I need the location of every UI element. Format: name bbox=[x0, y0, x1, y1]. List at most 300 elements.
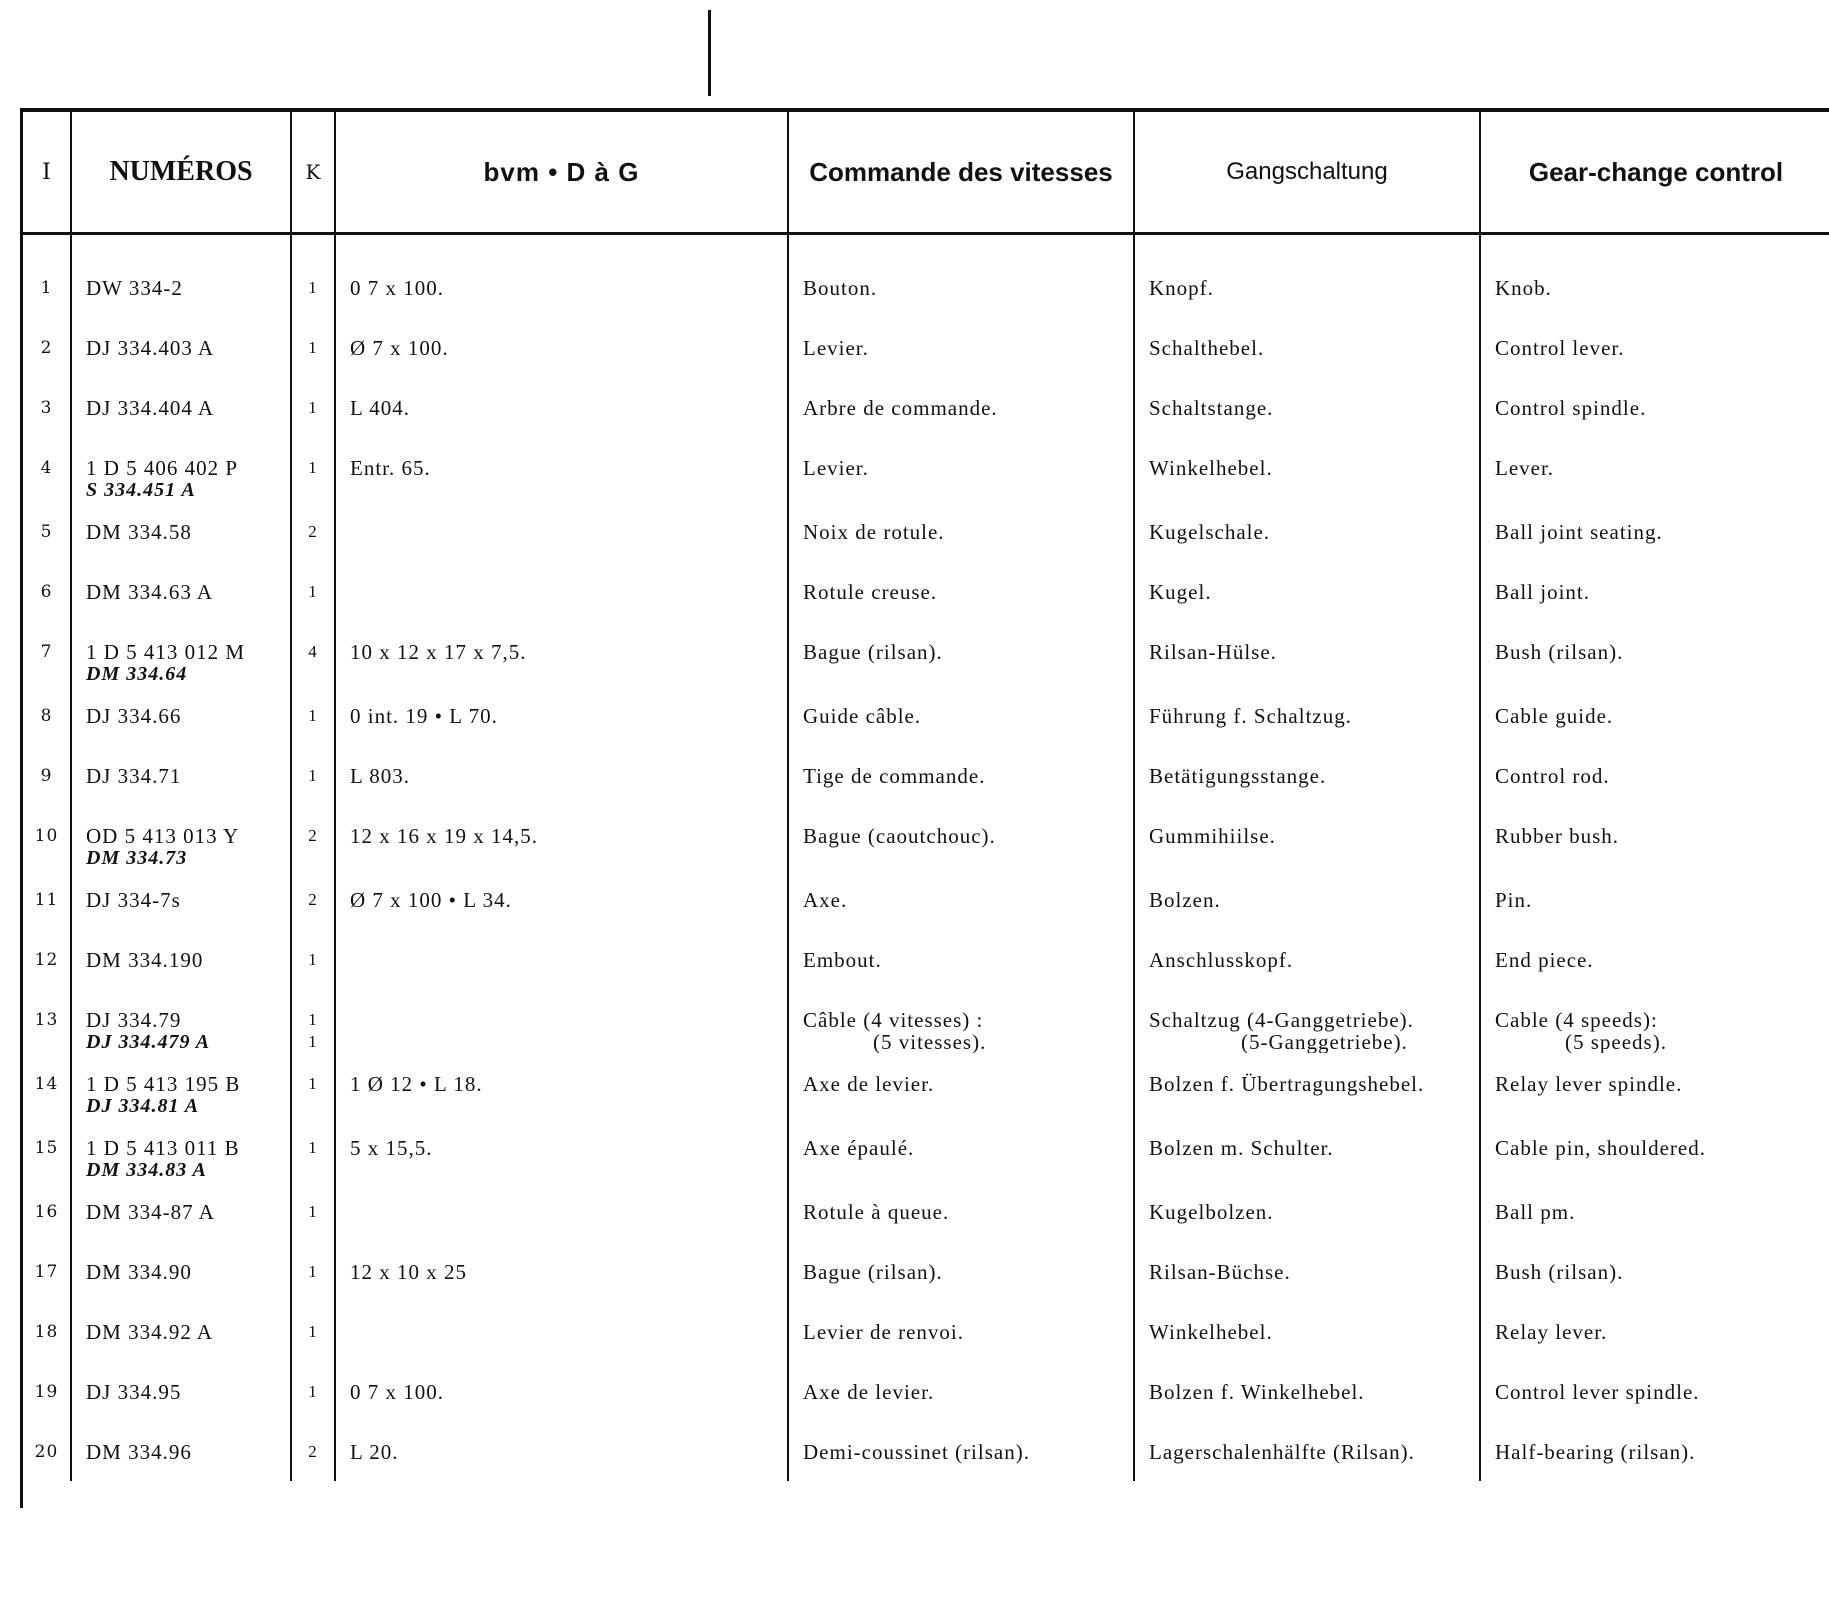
dimensions-cell bbox=[335, 1301, 788, 1361]
index-cell bbox=[23, 869, 71, 929]
french-description-cell-text: Axe de levier. bbox=[803, 1380, 935, 1404]
part-number-cell-text: 1 D 5 406 402 P bbox=[86, 456, 239, 480]
index-cell-text: 3 bbox=[40, 398, 53, 418]
table-row bbox=[23, 437, 1829, 501]
header-index: I bbox=[23, 112, 71, 234]
part-number-cell-text: DJ 334.403 A bbox=[86, 336, 215, 360]
table-row bbox=[23, 317, 1829, 377]
quantity-cell-text: 1 bbox=[308, 1262, 318, 1281]
french-description-cell-text: Câble (4 vitesses) : bbox=[803, 1008, 984, 1032]
english-description-cell-text: Ball pm. bbox=[1495, 1200, 1576, 1224]
part-number-cell bbox=[71, 561, 291, 621]
english-description-cell-text: Knob. bbox=[1495, 276, 1552, 300]
index-cell-text: 20 bbox=[34, 1442, 59, 1462]
quantity-cell bbox=[291, 621, 335, 685]
german-description-cell bbox=[1134, 929, 1480, 989]
page-margin-mark bbox=[708, 10, 711, 96]
quantity-cell-text: 4 bbox=[308, 642, 318, 661]
german-description-cell-text: Schaltzug (4-Ganggetriebe). bbox=[1149, 1008, 1414, 1032]
part-number-cell-text: DW 334-2 bbox=[86, 276, 183, 300]
table-row bbox=[23, 869, 1829, 929]
part-number-cell-second-line: DM 334.64 bbox=[86, 663, 188, 685]
part-number-cell bbox=[71, 805, 291, 869]
quantity-cell bbox=[291, 1361, 335, 1421]
index-cell bbox=[23, 1421, 71, 1481]
english-description-cell bbox=[1480, 437, 1829, 501]
index-cell-text: 6 bbox=[40, 582, 53, 602]
quantity-cell-text: 1 bbox=[308, 766, 318, 785]
part-number-cell-text: DJ 334-7s bbox=[86, 888, 181, 912]
dimensions-cell bbox=[335, 317, 788, 377]
french-description-cell-text: Bague (rilsan). bbox=[803, 1260, 943, 1284]
quantity-cell bbox=[291, 989, 335, 1053]
german-description-cell bbox=[1134, 1117, 1480, 1181]
dimensions-cell-text: L 20. bbox=[350, 1440, 399, 1464]
index-cell bbox=[23, 745, 71, 805]
part-number-cell bbox=[71, 1421, 291, 1481]
french-description-cell-text: Bague (rilsan). bbox=[803, 640, 943, 664]
part-number-cell bbox=[71, 989, 291, 1053]
french-description-cell-text: Demi-coussinet (rilsan). bbox=[803, 1440, 1030, 1464]
german-description-cell-text: Rilsan-Hülse. bbox=[1149, 640, 1277, 664]
part-number-cell bbox=[71, 1241, 291, 1301]
french-description-cell bbox=[788, 745, 1134, 805]
french-description-cell bbox=[788, 1361, 1134, 1421]
index-cell-text: 2 bbox=[40, 338, 53, 358]
quantity-cell-text: 1 bbox=[308, 1010, 318, 1029]
table-row bbox=[23, 621, 1829, 685]
dimensions-cell bbox=[335, 437, 788, 501]
german-description-cell bbox=[1134, 1241, 1480, 1301]
german-description-cell-text: Führung f. Schaltzug. bbox=[1149, 704, 1352, 728]
parts-table-frame bbox=[20, 108, 1829, 1508]
part-number-cell-text: DM 334.92 A bbox=[86, 1320, 214, 1344]
index-cell bbox=[23, 1117, 71, 1181]
german-description-cell-text: Lagerschalenhälfte (Rilsan). bbox=[1149, 1440, 1415, 1464]
table-row bbox=[23, 1301, 1829, 1361]
quantity-cell-text: 1 bbox=[308, 398, 318, 417]
header-part-numbers: NUMÉROS bbox=[71, 112, 291, 234]
english-description-cell-text: Relay lever. bbox=[1495, 1320, 1608, 1344]
part-number-cell-second-line: S 334.451 A bbox=[86, 479, 196, 501]
quantity-cell bbox=[291, 437, 335, 501]
german-description-cell bbox=[1134, 685, 1480, 745]
header-quantity: K bbox=[291, 112, 335, 234]
german-description-cell-text: Bolzen f. Übertragungshebel. bbox=[1149, 1072, 1425, 1096]
french-description-cell bbox=[788, 929, 1134, 989]
part-number-cell bbox=[71, 377, 291, 437]
german-description-cell bbox=[1134, 501, 1480, 561]
french-description-cell bbox=[788, 1301, 1134, 1361]
index-cell-text: 17 bbox=[34, 1262, 59, 1282]
german-description-cell bbox=[1134, 377, 1480, 437]
quantity-cell bbox=[291, 929, 335, 989]
german-description-cell-second-line: (5-Ganggetriebe). bbox=[1241, 1030, 1408, 1053]
quantity-cell bbox=[291, 377, 335, 437]
english-description-cell bbox=[1480, 317, 1829, 377]
dimensions-cell-text: L 803. bbox=[350, 764, 411, 788]
german-description-cell bbox=[1134, 234, 1480, 318]
dimensions-cell bbox=[335, 621, 788, 685]
english-description-cell-text: Half-bearing (rilsan). bbox=[1495, 1440, 1696, 1464]
quantity-cell bbox=[291, 234, 335, 318]
german-description-cell-text: Bolzen m. Schulter. bbox=[1149, 1136, 1334, 1160]
part-number-cell-second-line: DM 334.73 bbox=[86, 847, 188, 869]
german-description-cell-text: Schaltstange. bbox=[1149, 396, 1274, 420]
english-description-cell bbox=[1480, 561, 1829, 621]
index-cell-text: 15 bbox=[34, 1138, 59, 1158]
index-cell-text: 18 bbox=[34, 1322, 59, 1342]
french-description-cell bbox=[788, 989, 1134, 1053]
quantity-cell bbox=[291, 1421, 335, 1481]
table-row bbox=[23, 1117, 1829, 1181]
index-cell bbox=[23, 501, 71, 561]
index-cell-text: 7 bbox=[40, 642, 53, 662]
index-cell-text: 14 bbox=[34, 1074, 59, 1094]
part-number-cell-text: 1 D 5 413 195 B bbox=[86, 1072, 241, 1096]
german-description-cell bbox=[1134, 561, 1480, 621]
french-description-cell bbox=[788, 561, 1134, 621]
table-row bbox=[23, 1053, 1829, 1117]
french-description-cell-text: Levier. bbox=[803, 336, 869, 360]
german-description-cell bbox=[1134, 805, 1480, 869]
dimensions-cell bbox=[335, 377, 788, 437]
english-description-cell bbox=[1480, 1301, 1829, 1361]
index-cell-text: 1 bbox=[40, 278, 53, 298]
quantity-cell bbox=[291, 805, 335, 869]
french-description-cell bbox=[788, 621, 1134, 685]
french-description-cell-text: Tige de commande. bbox=[803, 764, 986, 788]
table-row bbox=[23, 685, 1829, 745]
dimensions-cell bbox=[335, 234, 788, 318]
index-cell bbox=[23, 1053, 71, 1117]
part-number-cell-text: DJ 334.404 A bbox=[86, 396, 215, 420]
french-description-cell bbox=[788, 805, 1134, 869]
quantity-cell-text: 1 bbox=[308, 1322, 318, 1341]
english-description-cell bbox=[1480, 805, 1829, 869]
part-number-cell-text: DJ 334.71 bbox=[86, 764, 182, 788]
dimensions-cell-text: 5 x 15,5. bbox=[350, 1136, 433, 1160]
german-description-cell-text: Bolzen. bbox=[1149, 888, 1221, 912]
index-cell bbox=[23, 317, 71, 377]
table-row bbox=[23, 745, 1829, 805]
quantity-cell-text: 1 bbox=[308, 1382, 318, 1401]
german-description-cell bbox=[1134, 1053, 1480, 1117]
english-description-cell-text: Bush (rilsan). bbox=[1495, 640, 1624, 664]
dimensions-cell bbox=[335, 1181, 788, 1241]
quantity-cell bbox=[291, 1117, 335, 1181]
index-cell bbox=[23, 377, 71, 437]
part-number-cell bbox=[71, 1361, 291, 1421]
english-description-cell bbox=[1480, 1361, 1829, 1421]
quantity-cell-text: 2 bbox=[308, 1442, 318, 1461]
german-description-cell-text: Rilsan-Büchse. bbox=[1149, 1260, 1291, 1284]
index-cell-text: 12 bbox=[34, 950, 59, 970]
table-row bbox=[23, 1421, 1829, 1481]
german-description-cell-text: Betätigungsstange. bbox=[1149, 764, 1327, 788]
part-number-cell-text: DJ 334.79 bbox=[86, 1008, 182, 1032]
french-description-cell-text: Bouton. bbox=[803, 276, 878, 300]
dimensions-cell-text: 12 x 16 x 19 x 14,5. bbox=[350, 824, 538, 848]
english-description-cell-text: Control lever. bbox=[1495, 336, 1625, 360]
part-number-cell bbox=[71, 745, 291, 805]
quantity-cell-text: 2 bbox=[308, 890, 318, 909]
german-description-cell-text: Kugelbolzen. bbox=[1149, 1200, 1274, 1224]
quantity-cell-second-line: 1 bbox=[308, 1032, 318, 1051]
german-description-cell-text: Gummihiilse. bbox=[1149, 824, 1276, 848]
french-description-cell-second-line: (5 vitesses). bbox=[873, 1030, 987, 1053]
part-number-cell bbox=[71, 1181, 291, 1241]
part-number-cell-text: DM 334.63 A bbox=[86, 580, 214, 604]
index-cell bbox=[23, 561, 71, 621]
part-number-cell-second-line: DM 334.83 A bbox=[86, 1159, 207, 1181]
quantity-cell-text: 1 bbox=[308, 338, 318, 357]
part-number-cell bbox=[71, 929, 291, 989]
quantity-cell-text: 1 bbox=[308, 278, 318, 297]
part-number-cell bbox=[71, 317, 291, 377]
dimensions-cell-text: 0 int. 19 • L 70. bbox=[350, 704, 498, 728]
quantity-cell bbox=[291, 1053, 335, 1117]
table-row bbox=[23, 929, 1829, 989]
french-description-cell-text: Axe. bbox=[803, 888, 848, 912]
german-description-cell bbox=[1134, 745, 1480, 805]
french-description-cell bbox=[788, 317, 1134, 377]
part-number-cell bbox=[71, 621, 291, 685]
german-description-cell bbox=[1134, 1181, 1480, 1241]
dimensions-cell bbox=[335, 805, 788, 869]
quantity-cell bbox=[291, 685, 335, 745]
quantity-cell-text: 2 bbox=[308, 826, 318, 845]
table-row bbox=[23, 561, 1829, 621]
part-number-cell-text: DM 334-87 A bbox=[86, 1200, 215, 1224]
index-cell-text: 8 bbox=[40, 706, 53, 726]
french-description-cell bbox=[788, 437, 1134, 501]
english-description-cell-second-line: (5 speeds). bbox=[1565, 1030, 1667, 1053]
index-cell bbox=[23, 1361, 71, 1421]
english-description-cell-text: Ball joint. bbox=[1495, 580, 1590, 604]
english-description-cell-text: End piece. bbox=[1495, 948, 1594, 972]
part-number-cell-text: DJ 334.95 bbox=[86, 1380, 182, 1404]
dimensions-cell bbox=[335, 1053, 788, 1117]
french-description-cell bbox=[788, 501, 1134, 561]
english-description-cell bbox=[1480, 1117, 1829, 1181]
dimensions-cell-text: 0 7 x 100. bbox=[350, 276, 444, 300]
french-description-cell bbox=[788, 377, 1134, 437]
dimensions-cell-text: Entr. 65. bbox=[350, 456, 431, 480]
quantity-cell bbox=[291, 561, 335, 621]
quantity-cell bbox=[291, 745, 335, 805]
index-cell bbox=[23, 621, 71, 685]
table-body bbox=[23, 234, 1829, 1482]
english-description-cell bbox=[1480, 1053, 1829, 1117]
german-description-cell bbox=[1134, 869, 1480, 929]
english-description-cell bbox=[1480, 1421, 1829, 1481]
dimensions-cell bbox=[335, 685, 788, 745]
table-header bbox=[23, 112, 1829, 234]
dimensions-cell-text: 1 Ø 12 • L 18. bbox=[350, 1072, 483, 1096]
index-cell bbox=[23, 1181, 71, 1241]
part-number-cell-text: DM 334.58 bbox=[86, 520, 192, 544]
part-number-cell-second-line: DJ 334.479 A bbox=[86, 1031, 211, 1053]
french-description-cell bbox=[788, 234, 1134, 318]
quantity-cell bbox=[291, 869, 335, 929]
header-french: Commande des vitesses bbox=[788, 112, 1134, 234]
index-cell-text: 5 bbox=[40, 522, 53, 542]
quantity-cell-text: 1 bbox=[308, 1202, 318, 1221]
dimensions-cell bbox=[335, 1421, 788, 1481]
dimensions-cell bbox=[335, 1117, 788, 1181]
german-description-cell-text: Schalthebel. bbox=[1149, 336, 1265, 360]
part-number-cell-text: 1 D 5 413 011 B bbox=[86, 1136, 240, 1160]
part-number-cell-second-line: DJ 334.81 A bbox=[86, 1095, 200, 1117]
english-description-cell bbox=[1480, 1181, 1829, 1241]
table-row bbox=[23, 1181, 1829, 1241]
french-description-cell bbox=[788, 1053, 1134, 1117]
french-description-cell-text: Levier de renvoi. bbox=[803, 1320, 965, 1344]
german-description-cell-text: Anschlusskopf. bbox=[1149, 948, 1294, 972]
german-description-cell-text: Knopf. bbox=[1149, 276, 1214, 300]
header-german: Gangschaltung bbox=[1134, 112, 1480, 234]
dimensions-cell-text: 0 7 x 100. bbox=[350, 1380, 444, 1404]
german-description-cell-text: Winkelhebel. bbox=[1149, 456, 1273, 480]
dimensions-cell bbox=[335, 1241, 788, 1301]
english-description-cell bbox=[1480, 501, 1829, 561]
french-description-cell bbox=[788, 1241, 1134, 1301]
french-description-cell-text: Levier. bbox=[803, 456, 869, 480]
table-row bbox=[23, 501, 1829, 561]
english-description-cell-text: Ball joint seating. bbox=[1495, 520, 1663, 544]
quantity-cell-text: 1 bbox=[308, 1138, 318, 1157]
index-cell bbox=[23, 1241, 71, 1301]
header-english: Gear-change control bbox=[1480, 112, 1829, 234]
index-cell bbox=[23, 805, 71, 869]
english-description-cell bbox=[1480, 685, 1829, 745]
english-description-cell-text: Cable pin, shouldered. bbox=[1495, 1136, 1706, 1160]
index-cell-text: 11 bbox=[34, 890, 59, 910]
quantity-cell-text: 2 bbox=[308, 522, 318, 541]
quantity-cell-text: 1 bbox=[308, 1074, 318, 1093]
part-number-cell bbox=[71, 1301, 291, 1361]
part-number-cell-text: DM 334.190 bbox=[86, 948, 204, 972]
german-description-cell bbox=[1134, 1361, 1480, 1421]
german-description-cell bbox=[1134, 1421, 1480, 1481]
dimensions-cell-text: Ø 7 x 100. bbox=[350, 336, 449, 360]
index-cell bbox=[23, 437, 71, 501]
dimensions-cell-text: 12 x 10 x 25 bbox=[350, 1260, 467, 1284]
dimensions-cell-text: 10 x 12 x 17 x 7,5. bbox=[350, 640, 527, 664]
table-row bbox=[23, 234, 1829, 318]
dimensions-cell bbox=[335, 745, 788, 805]
german-description-cell bbox=[1134, 437, 1480, 501]
french-description-cell-text: Noix de rotule. bbox=[803, 520, 945, 544]
dimensions-cell bbox=[335, 929, 788, 989]
german-description-cell-text: Kugelschale. bbox=[1149, 520, 1271, 544]
english-description-cell bbox=[1480, 745, 1829, 805]
part-number-cell-text: DJ 334.66 bbox=[86, 704, 182, 728]
part-number-cell bbox=[71, 437, 291, 501]
quantity-cell bbox=[291, 1301, 335, 1361]
french-description-cell-text: Axe de levier. bbox=[803, 1072, 935, 1096]
quantity-cell-text: 1 bbox=[308, 950, 318, 969]
part-number-cell bbox=[71, 1117, 291, 1181]
english-description-cell-text: Cable (4 speeds): bbox=[1495, 1008, 1658, 1032]
german-description-cell bbox=[1134, 621, 1480, 685]
english-description-cell bbox=[1480, 929, 1829, 989]
part-number-cell-text: DM 334.96 bbox=[86, 1440, 192, 1464]
french-description-cell-text: Rotule à queue. bbox=[803, 1200, 950, 1224]
dimensions-cell-text: L 404. bbox=[350, 396, 411, 420]
table-row bbox=[23, 377, 1829, 437]
index-cell-text: 16 bbox=[34, 1202, 59, 1222]
parts-table bbox=[23, 112, 1829, 1481]
index-cell bbox=[23, 685, 71, 745]
index-cell-text: 13 bbox=[34, 1010, 59, 1030]
french-description-cell bbox=[788, 1421, 1134, 1481]
french-description-cell-text: Axe épaulé. bbox=[803, 1136, 915, 1160]
german-description-cell bbox=[1134, 317, 1480, 377]
english-description-cell bbox=[1480, 1241, 1829, 1301]
quantity-cell-text: 1 bbox=[308, 458, 318, 477]
english-description-cell-text: Pin. bbox=[1495, 888, 1533, 912]
index-cell-text: 19 bbox=[34, 1382, 59, 1402]
part-number-cell bbox=[71, 869, 291, 929]
english-description-cell-text: Cable guide. bbox=[1495, 704, 1614, 728]
part-number-cell-text: OD 5 413 013 Y bbox=[86, 824, 240, 848]
english-description-cell-text: Lever. bbox=[1495, 456, 1555, 480]
french-description-cell bbox=[788, 1117, 1134, 1181]
part-number-cell-text: DM 334.90 bbox=[86, 1260, 192, 1284]
english-description-cell-text: Control rod. bbox=[1495, 764, 1610, 788]
dimensions-cell bbox=[335, 869, 788, 929]
header-dimensions: bvm • D à G bbox=[335, 112, 788, 234]
english-description-cell bbox=[1480, 234, 1829, 318]
french-description-cell bbox=[788, 1181, 1134, 1241]
index-cell bbox=[23, 989, 71, 1053]
english-description-cell bbox=[1480, 869, 1829, 929]
part-number-cell bbox=[71, 685, 291, 745]
french-description-cell-text: Rotule creuse. bbox=[803, 580, 938, 604]
index-cell bbox=[23, 234, 71, 318]
dimensions-cell-text: Ø 7 x 100 • L 34. bbox=[350, 888, 512, 912]
french-description-cell-text: Guide câble. bbox=[803, 704, 922, 728]
english-description-cell-text: Rubber bush. bbox=[1495, 824, 1619, 848]
index-cell-text: 10 bbox=[34, 826, 59, 846]
dimensions-cell bbox=[335, 989, 788, 1053]
index-cell bbox=[23, 1301, 71, 1361]
index-cell-text: 4 bbox=[40, 458, 53, 478]
quantity-cell-text: 1 bbox=[308, 582, 318, 601]
quantity-cell bbox=[291, 1241, 335, 1301]
french-description-cell bbox=[788, 869, 1134, 929]
french-description-cell-text: Bague (caoutchouc). bbox=[803, 824, 996, 848]
french-description-cell-text: Embout. bbox=[803, 948, 882, 972]
english-description-cell-text: Control lever spindle. bbox=[1495, 1380, 1700, 1404]
table-row bbox=[23, 805, 1829, 869]
english-description-cell-text: Control spindle. bbox=[1495, 396, 1647, 420]
english-description-cell-text: Bush (rilsan). bbox=[1495, 1260, 1624, 1284]
dimensions-cell bbox=[335, 501, 788, 561]
french-description-cell bbox=[788, 685, 1134, 745]
dimensions-cell bbox=[335, 561, 788, 621]
part-number-cell bbox=[71, 501, 291, 561]
german-description-cell bbox=[1134, 1301, 1480, 1361]
quantity-cell bbox=[291, 317, 335, 377]
part-number-cell-text: 1 D 5 413 012 M bbox=[86, 640, 246, 664]
part-number-cell bbox=[71, 1053, 291, 1117]
english-description-cell bbox=[1480, 377, 1829, 437]
index-cell-text: 9 bbox=[40, 766, 53, 786]
german-description-cell-text: Kugel. bbox=[1149, 580, 1212, 604]
